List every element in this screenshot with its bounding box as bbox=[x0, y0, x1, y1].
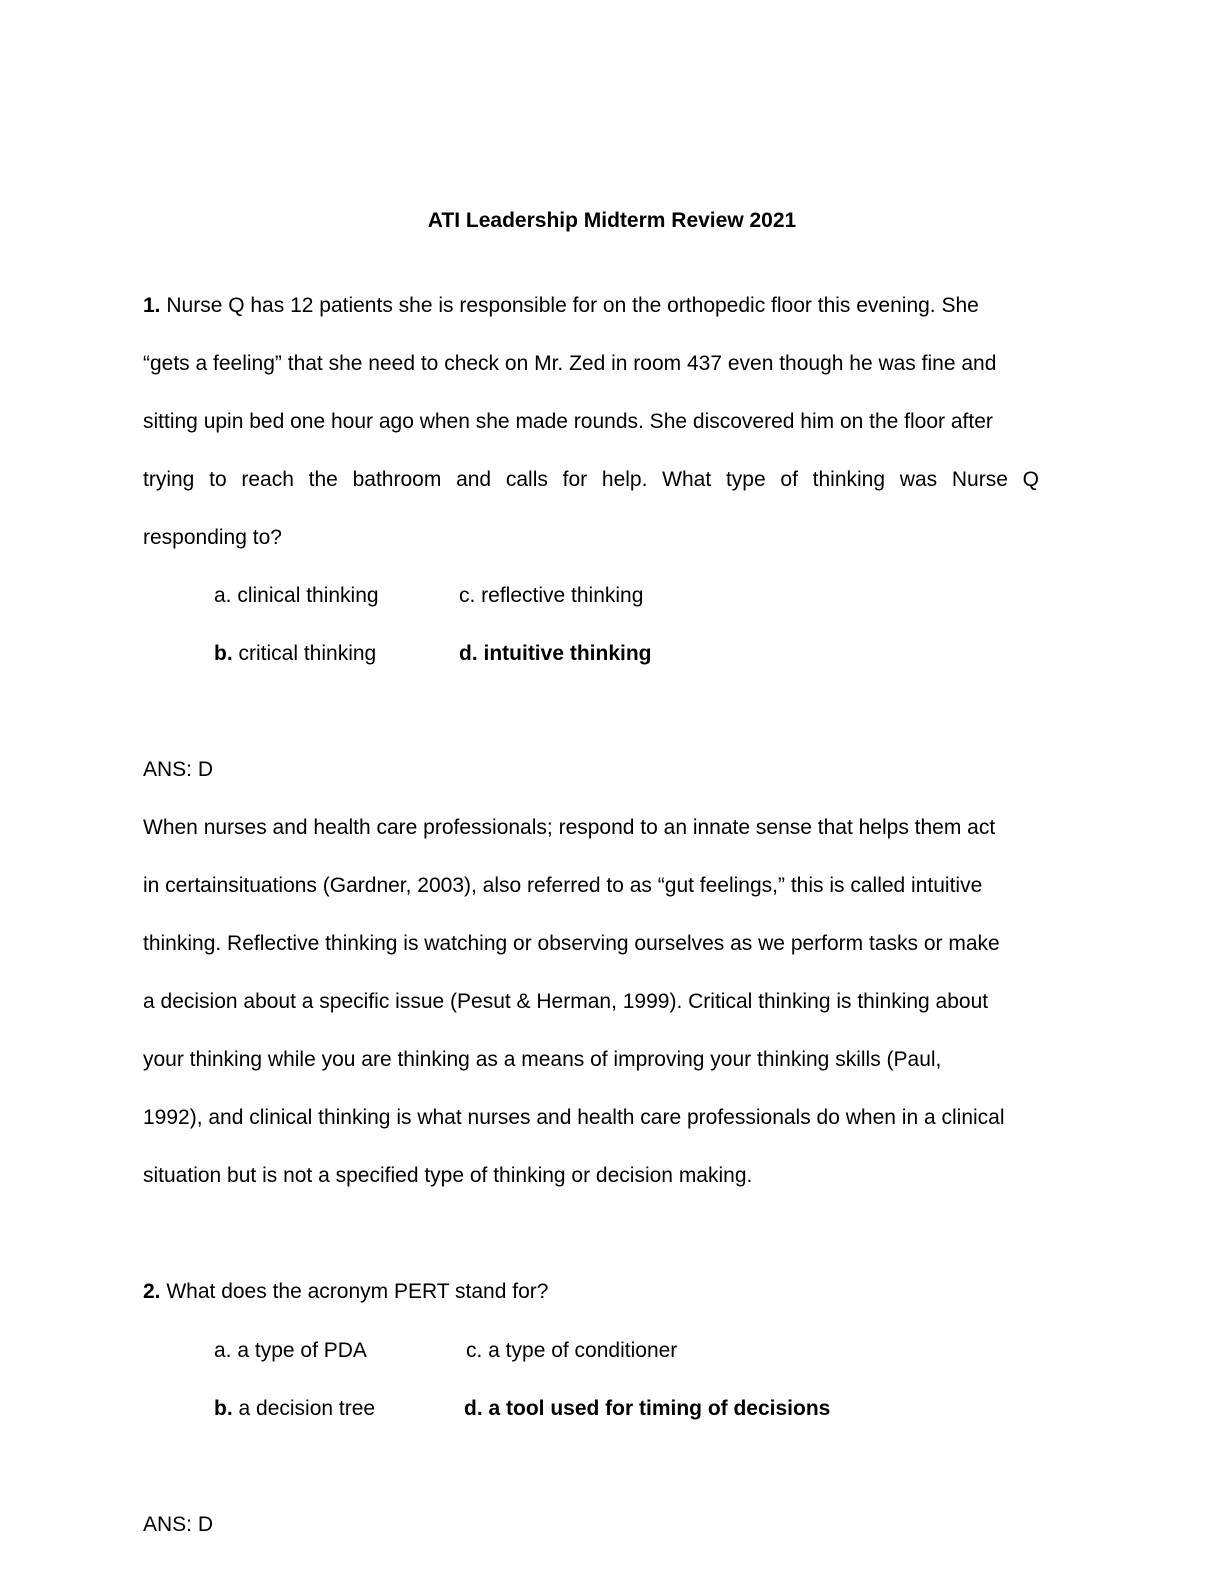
question-2-text: What does the acronym PERT stand for? bbox=[160, 1280, 549, 1303]
question-1-rationale-line-6: 1992), and clinical thinking is what nurses and health care professionals do when in a clinical bbox=[143, 1106, 1005, 1129]
question-2-number: 2. bbox=[143, 1280, 161, 1303]
question-2-option-b-text: a decision tree bbox=[232, 1397, 376, 1420]
document-title: ATI Leadership Midterm Review 2021 bbox=[427, 209, 797, 232]
question-2-option-a: a. a type of PDA bbox=[214, 1339, 367, 1362]
question-1-line-3: sitting upin bed one hour ago when she made rounds. She discovered him on the floor after bbox=[143, 410, 993, 433]
question-1-option-a: a. clinical thinking bbox=[214, 584, 379, 607]
question-1-option-d: d. intuitive thinking bbox=[459, 642, 652, 665]
question-1-number: 1. bbox=[143, 294, 161, 317]
question-1-rationale-line-2: in certainsituations (Gardner, 2003), also referred to as “gut feelings,” this is called intuitive bbox=[143, 874, 983, 897]
question-1-option-c: c. reflective thinking bbox=[459, 584, 644, 607]
question-1-line-2: “gets a feeling” that she need to check on Mr. Zed in room 437 even though he was fine and bbox=[143, 352, 997, 375]
question-1-option-b-letter: b. bbox=[214, 642, 233, 665]
question-2-option-b-letter: b. bbox=[214, 1397, 233, 1420]
question-1-answer: ANS: D bbox=[143, 758, 214, 781]
question-1-option-b-text: critical thinking bbox=[232, 642, 377, 665]
question-1-rationale-line-1: When nurses and health care professionals; respond to an innate sense that helps them act bbox=[143, 816, 996, 839]
question-1-line-5: responding to? bbox=[143, 526, 282, 549]
question-1-line-4: trying to reach the bathroom and calls for help. What type of thinking was Nurse Q bbox=[143, 468, 1039, 491]
question-2-option-d: d. a tool used for timing of decisions bbox=[464, 1397, 831, 1420]
question-1-line-1 bbox=[143, 290, 1039, 322]
question-1-option-b bbox=[214, 638, 376, 670]
question-1-rationale-line-5: your thinking while you are thinking as a means of improving your thinking skills (Paul, bbox=[143, 1048, 942, 1071]
question-2-line bbox=[143, 1276, 1039, 1308]
question-1-rationale-line-3: thinking. Reflective thinking is watching or observing ourselves as we perform tasks or make bbox=[143, 932, 1000, 955]
question-1-text-1: Nurse Q has 12 patients she is responsible for on the orthopedic floor this evening. She bbox=[166, 294, 979, 317]
question-1-rationale-line-4: a decision about a specific issue (Pesut & Herman, 1999). Critical thinking is thinking about bbox=[143, 990, 989, 1013]
question-2-answer: ANS: D bbox=[143, 1513, 214, 1536]
question-1-rationale-line-7: situation but is not a specified type of thinking or decision making. bbox=[143, 1164, 753, 1187]
question-2-option-c: c. a type of conditioner bbox=[466, 1339, 678, 1362]
question-2-option-b bbox=[214, 1393, 375, 1425]
